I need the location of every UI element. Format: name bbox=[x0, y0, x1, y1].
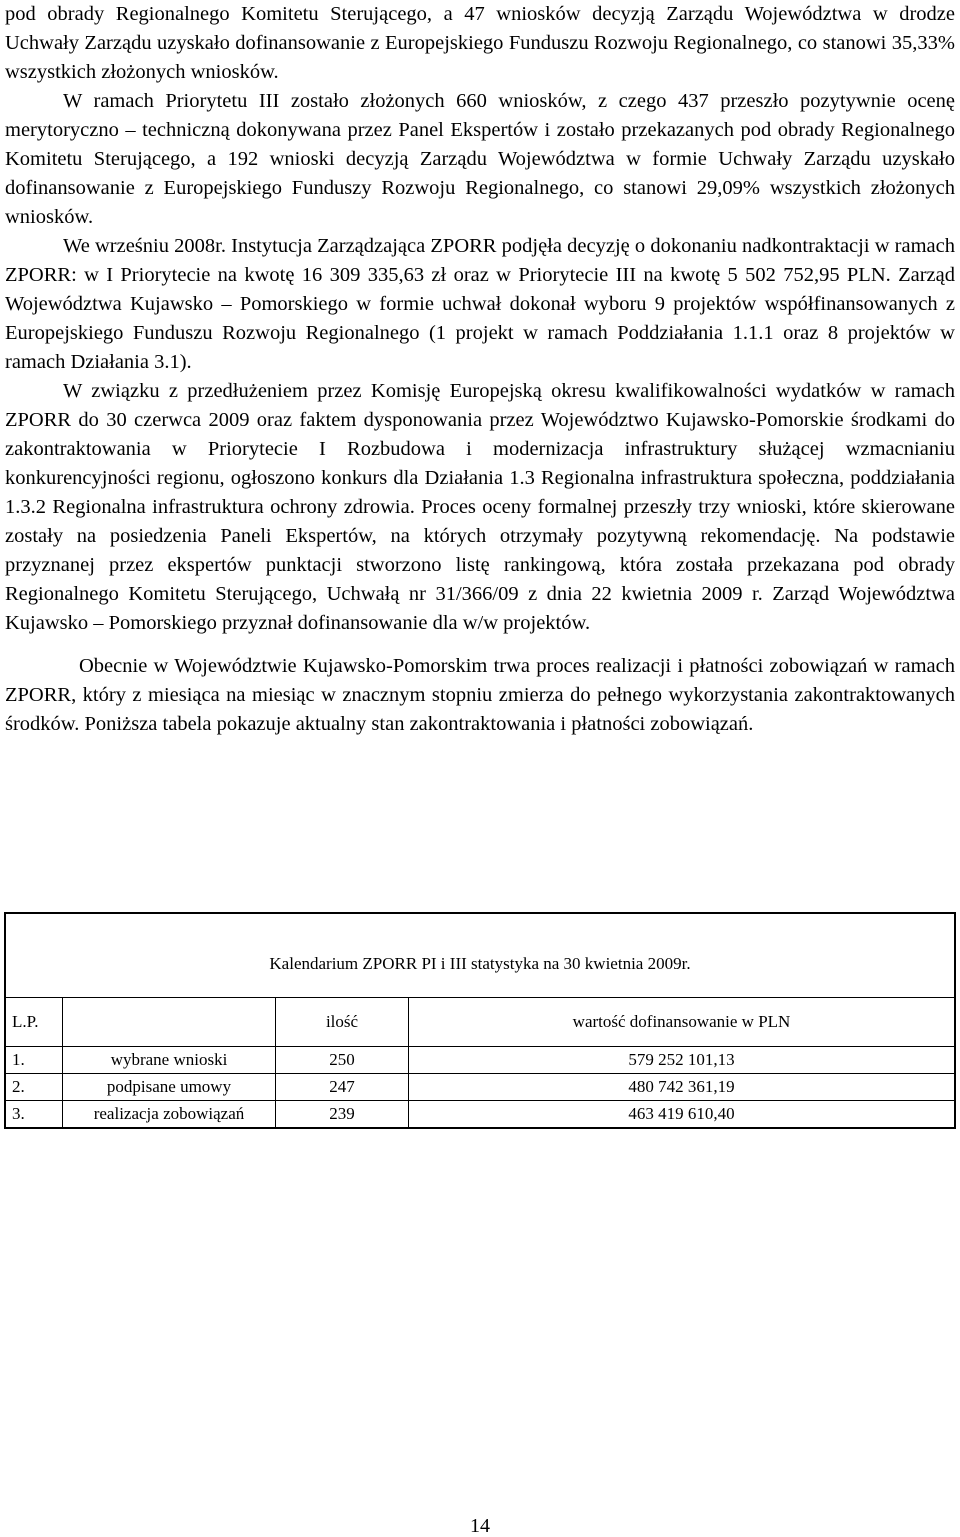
paragraph-priority-iii-summary: W ramach Priorytetu III zostało złożonych 660 wniosków, z czego 437 przeszło pozytywnie ocenę merytoryczno – techniczną dokonywana przez Panel Ekspertów i zostało przekazanych pod obrady Regionalnego Komitetu Sterującego, a 192 wnioski decyzją Zarządu Województwa w formie Uchwały Zarządu uzyskało dofinansowanie z Europejskiego Funduszy Rozwoju Regionalnego, co stanowi 29,09% wszystkich złożonych wniosków. bbox=[5, 90, 955, 228]
document-body bbox=[5, 0, 955, 739]
paragraph-priority-i-summary: pod obrady Regionalnego Komitetu Sterującego, a 47 wniosków decyzją Zarządu Województwa w drodze Uchwały Zarządu uzyskało dofinansowanie z Europejskiego Funduszu Rozwoju Regionalnego, co stanowi 35,33% wszystkich złożonych wniosków. bbox=[5, 3, 955, 83]
header-name bbox=[63, 998, 276, 1047]
row-value: 463 419 610,40 bbox=[409, 1101, 955, 1128]
row-quantity: 247 bbox=[276, 1074, 409, 1101]
row-name: realizacja zobowiązań bbox=[63, 1101, 276, 1128]
paragraph-overcontracting: We wrześniu 2008r. Instytucja Zarządzająca ZPORR podjęła decyzję o dokonaniu nadkontraktacji w ramach ZPORR: w I Priorytecie na kwotę 16 309 335,63 zł oraz w Priorytecie III na kwotę 5 502 752,95 PLN. Zarząd Województwa Kujawsko – Pomorskiego w formie uchwał dokonał wyboru 9 projektów współfinansowanych z Europejskiego Funduszu Rozwoju Regionalnego (1 projekt w ramach Poddziałania 1.1.1 oraz 8 projektów w ramach Działania 3.1). bbox=[5, 235, 955, 373]
statistics-table bbox=[5, 913, 955, 1128]
page-number: 14 bbox=[470, 1515, 490, 1537]
table-header-row bbox=[6, 998, 955, 1047]
table-caption-row bbox=[6, 914, 955, 998]
paragraph-gap bbox=[5, 638, 955, 652]
paragraph-current-status: Obecnie w Województwie Kujawsko-Pomorskim trwa proces realizacji i płatności zobowiązań w ramach ZPORR, który z miesiąca na miesiąc w znacznym stopniu zmierza do pełnego wykorzystania zakontraktowanych środków. Poniższa tabela pokazuje aktualny stan zakontraktowania i płatności zobowiązań. bbox=[5, 655, 955, 735]
row-lp: 1. bbox=[6, 1047, 63, 1074]
row-quantity: 239 bbox=[276, 1101, 409, 1128]
row-lp: 2. bbox=[6, 1074, 63, 1101]
header-value: wartość dofinansowanie w PLN bbox=[409, 998, 955, 1047]
header-quantity: ilość bbox=[276, 998, 409, 1047]
row-name: wybrane wnioski bbox=[63, 1047, 276, 1074]
statistics-table-frame bbox=[4, 912, 956, 1129]
header-lp: L.P. bbox=[6, 998, 63, 1047]
row-name: podpisane umowy bbox=[63, 1074, 276, 1101]
table-caption: Kalendarium ZPORR PI i III statystyka na 30 kwietnia 2009r. bbox=[6, 914, 955, 998]
row-lp: 3. bbox=[6, 1101, 63, 1128]
row-quantity: 250 bbox=[276, 1047, 409, 1074]
table-row bbox=[6, 1047, 955, 1074]
table-row bbox=[6, 1101, 955, 1128]
row-value: 579 252 101,13 bbox=[409, 1047, 955, 1074]
paragraph-eligibility-extension: W związku z przedłużeniem przez Komisję Europejską okresu kwalifikowalności wydatków w ramach ZPORR do 30 czerwca 2009 oraz faktem dysponowania przez Województwo Kujawsko-Pomorskie środkami do zakontraktowania w Priorytecie I Rozbudowa i modernizacja infrastruktury służącej wzmacnianiu konkurencyjności regionu, ogłoszono konkurs dla Działania 1.3 Regionalna infrastruktura społeczna, poddziałania 1.3.2 Regionalna infrastruktura ochrony zdrowia. Proces oceny formalnej przeszły trzy wnioski, które skierowane zostały na posiedzenia Paneli Ekspertów, na których otrzymały pozytywną rekomendację. Na podstawie przyznanej przez ekspertów punktacji stworzono listę rankingową, która została przekazana pod obrady Regionalnego Komitetu Sterującego, Uchwałą nr 31/366/09 z dnia 22 kwietnia 2009 r. Zarząd Województwa Kujawsko – Pomorskiego przyznał dofinansowanie dla w/w projektów. bbox=[5, 380, 955, 634]
row-value: 480 742 361,19 bbox=[409, 1074, 955, 1101]
table-row bbox=[6, 1074, 955, 1101]
